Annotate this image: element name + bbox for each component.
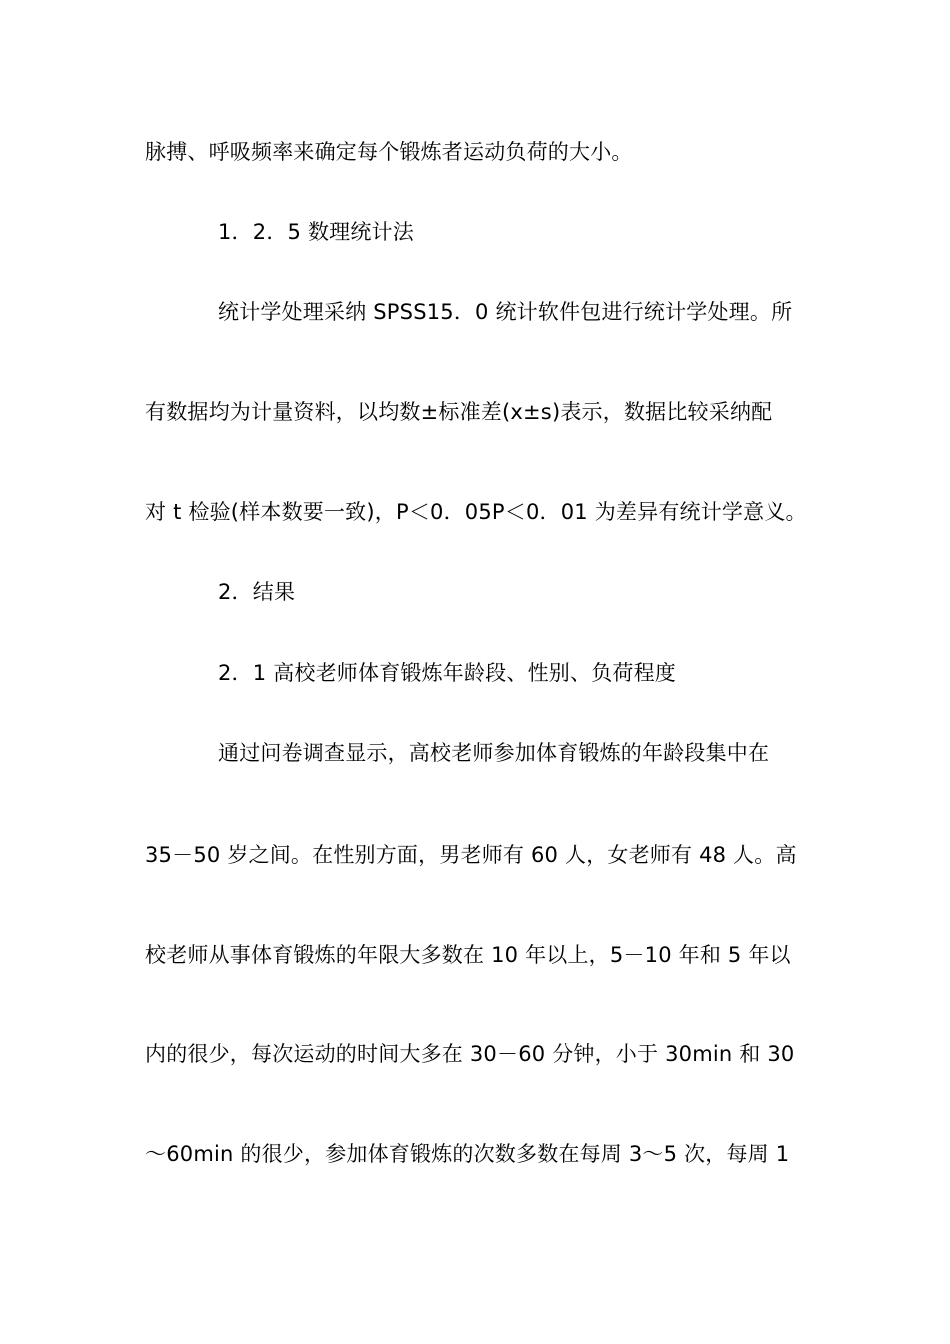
text-line-5: 对 t 检验(样本数要一致)，P＜0．05P＜0．01 为差异有统计学意义。 [145,500,807,524]
text-line-3: 统计学处理采纳 SPSS15．0 统计软件包进行统计学处理。所 [218,300,793,324]
text-line-8: 通过问卷调查显示，高校老师参加体育锻炼的年龄段集中在 [218,741,770,765]
section-heading-2-1: 2．1 高校老师体育锻炼年龄段、性别、负荷程度 [218,661,676,685]
text-line-1: 脉搏、呼吸频率来确定每个锻炼者运动负荷的大小。 [145,140,633,164]
text-line-10: 校老师从事体育锻炼的年限大多数在 10 年以上，5－10 年和 5 年以 [145,943,791,967]
text-line-12: ～60min 的很少，参加体育锻炼的次数多数在每周 3～5 次，每周 1 [145,1142,790,1166]
text-line-4: 有数据均为计量资料，以均数±标准差(x±s)表示，数据比较采纳配 [145,400,773,424]
text-line-9: 35－50 岁之间。在性别方面，男老师有 60 人，女老师有 48 人。高 [145,843,797,867]
text-line-11: 内的很少，每次运动的时间大多在 30－60 分钟，小于 30min 和 30 [145,1042,795,1066]
section-heading-1-2-5: 1．2．5 数理统计法 [218,220,414,244]
section-heading-2: 2．结果 [218,580,296,604]
